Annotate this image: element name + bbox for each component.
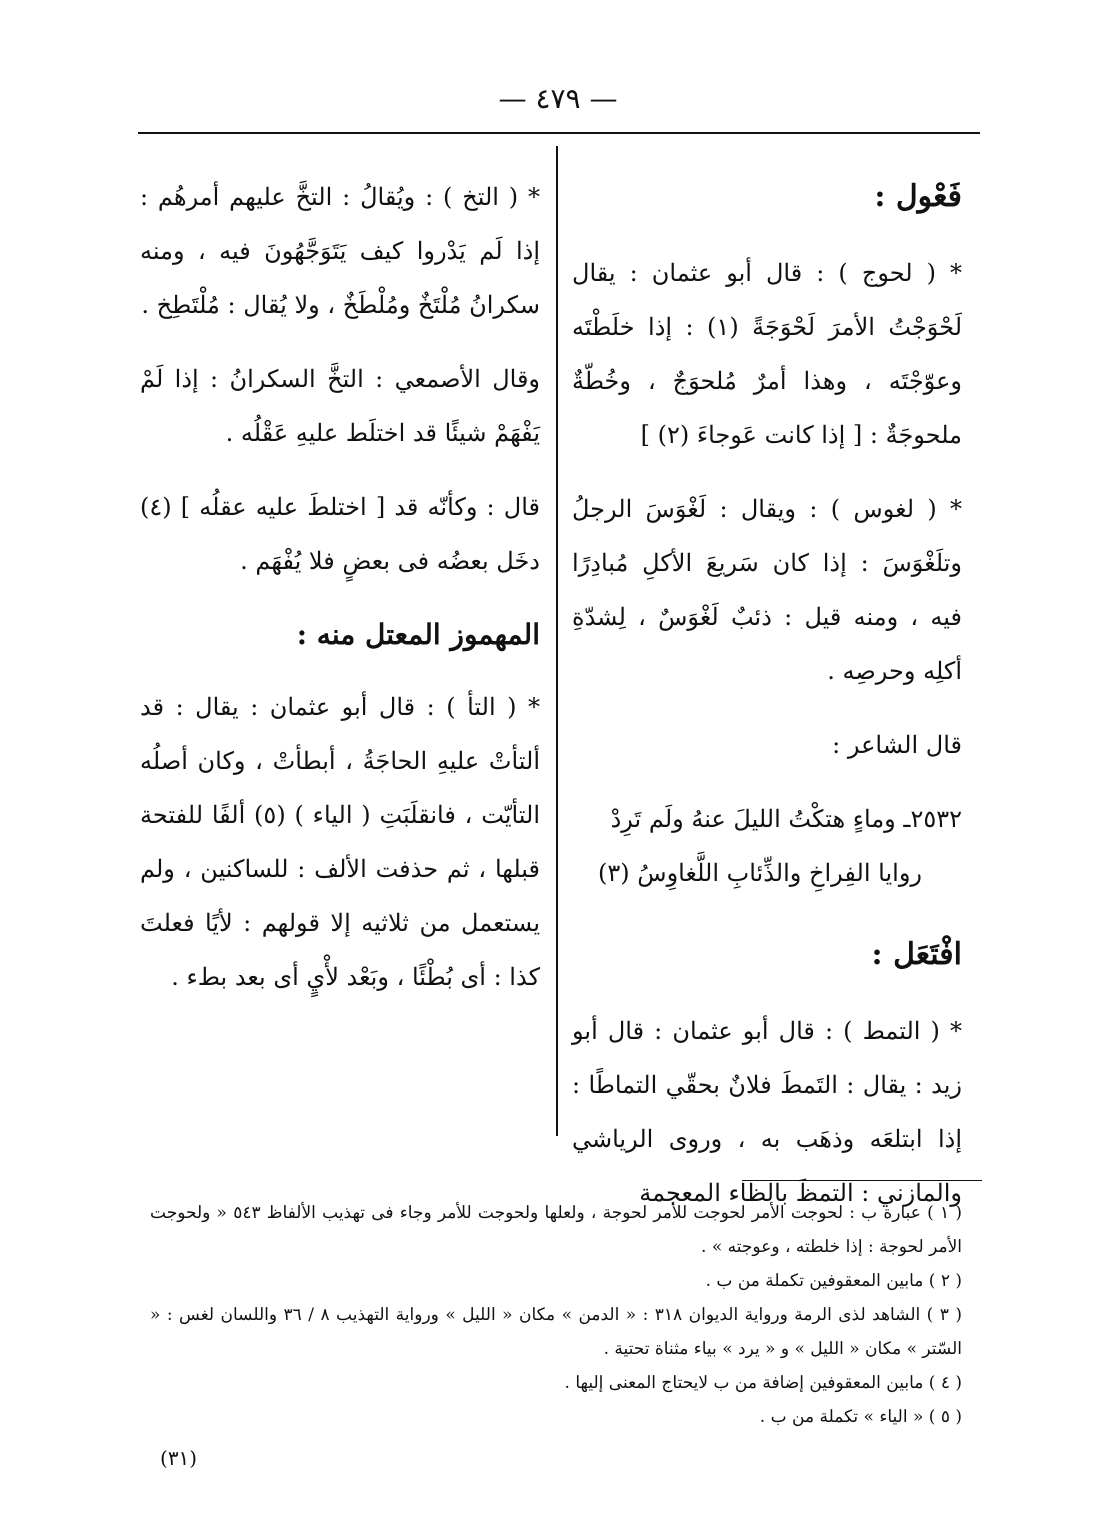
page-number: — ٤٧٩ — bbox=[498, 82, 618, 115]
footnote: ( ٢ ) مابين المعقوفين تكملة من ب . bbox=[705, 1271, 962, 1291]
entry-ilta: * ( التأ ) : قال أبو عثمان : يقال : قد ألتأتْ عليهِ الحاجَةُ ، أبطأتْ ، وكان أصلُه التأيّت ، فانقلَبَتِ ( الياء ) (٥) ألفًا للفتحة قبلها ، ثم حذفت الألف : للساكنين ، ولم يستعمل من ثلاثيه إلا قولهم : لأيًا فعلتَ كذا : أى بُطْئًا ، وبَعْد لأْيٍ أى بعد بطء . bbox=[140, 693, 540, 991]
column-divider bbox=[556, 146, 558, 1136]
entry-iltakh: * ( التخ ) : ويُقالُ : التخَّ عليهم أمرهُم : إذا لَم يَدْروا كيف يَتَوَجَّهُونَ فيه ، ومنه سكرانُ مُلْتَخٌ ومُلْطَخٌ ، ولا يُقال : مُلْتَطِخ . bbox=[140, 183, 540, 319]
right-column bbox=[572, 170, 962, 1240]
poet-intro: قال الشاعر : bbox=[832, 731, 962, 759]
footnotes bbox=[150, 1196, 962, 1434]
footnote: ( ٥ ) « الياء » تكملة من ب . bbox=[759, 1407, 962, 1427]
verse-line-1: ٢٥٣٢ـ وماءٍ هتكْتُ الليلَ عنهُ ولَم تَرِدْ bbox=[610, 805, 962, 833]
entry-iltamt: * ( التمط ) : قال أبو عثمان : قال أبو زيد : يقال : التَمطَ فلانٌ بحقّي التماطًا : إذا ابتلعَه وذهَب به ، وروى الرياشي والمازني : التمظَ بالظاء المعجمة bbox=[572, 1017, 962, 1207]
footnote: ( ١ ) عبارة ب : لحوجت الأمر لحوجت للأمر لحوجة ، ولعلها ولحوجت للأمر وجاء فى تهذيب الألفاظ ٥٤٣ « ولحوجت الأمر لحوجة : إذا خلطته ، وعوجته » . bbox=[150, 1203, 963, 1257]
footnote: ( ٤ ) مابين المعقوفين إضافة من ب لايحتاج المعنى إليها . bbox=[564, 1373, 962, 1393]
section-heading-fawl: فَعْول : bbox=[874, 179, 962, 214]
entry-qal: قال : وكأنّه قد [ اختلطَ عليه عقلُه ] (٤) دخَل بعضُه فى بعضٍ فلا يُفْهَم . bbox=[140, 493, 540, 575]
entry-asmai: وقال الأصمعي : التخَّ السكرانُ : إذا لَمْ يَفْهَمْ شيئًا قد اختلَط عليهِ عَقْلُه . bbox=[140, 365, 540, 447]
footnote: ( ٣ ) الشاهد لذى الرمة ورواية الديوان ٣١٨ : « الدمن » مكان « الليل » ورواية التهذيب ٨ / ٣٦ واللسان لغس : « السّتر » مكان « الليل » و « يرد » بياء مثناة تحتية . bbox=[150, 1305, 962, 1359]
header-rule bbox=[138, 132, 980, 134]
footnote-rule bbox=[742, 1180, 982, 1181]
signature-mark: (٣١) bbox=[160, 1446, 198, 1470]
entry-lghws: * ( لغوس ) : ويقال : لَغْوَسَ الرجلُ وتلَغْوَسَ : إذا كان سَريعَ الأكلِ مُبادِرًا فيه ، ومنه قيل : ذئبٌ لَغْوَسٌ ، لِشدّةِ أكلِه وحرصِه . bbox=[572, 495, 962, 685]
entry-lhwj: * ( لحوج ) : قال أبو عثمان : يقال لَحْوَجْتُ الأمرَ لَحْوَجَةً (١) : إذا خلَطْتَه وعوّجْتَه ، وهذا أمرٌ مُلحوَجٌ ، وخُطّةٌ ملحوجَةٌ : [ إذا كانت عَوجاءَ (٢) ] bbox=[572, 259, 963, 449]
section-heading-iftaal: افْتَعَل : bbox=[871, 937, 962, 972]
verse-line-2: روايا الفِراخِ والذِّئابِ اللَّغاوِسُ (٣) bbox=[598, 859, 922, 887]
verse bbox=[572, 792, 962, 900]
section-heading-mahmuz: المهموز المعتل منه : bbox=[296, 618, 540, 651]
left-column bbox=[140, 170, 540, 1024]
